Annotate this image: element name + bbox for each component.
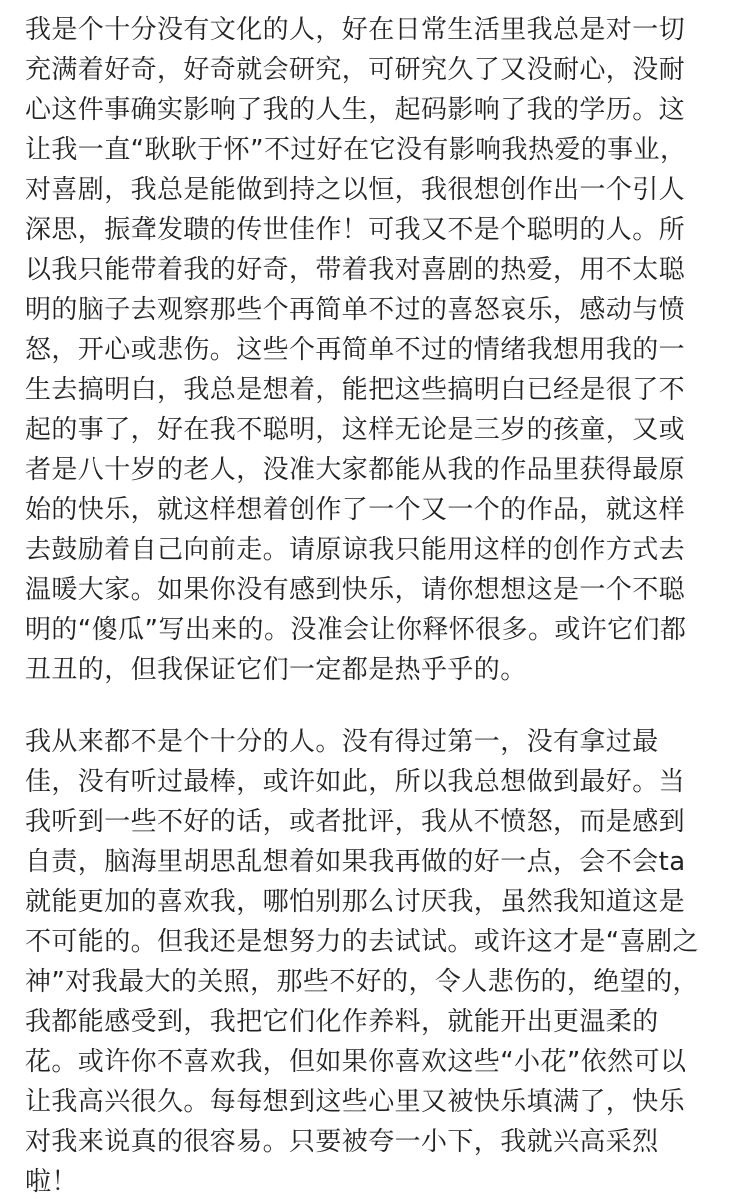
text-line: 花。或许你不喜欢我，但如果你喜欢这些“小花”依然可以 bbox=[25, 1047, 687, 1077]
text-line: 就能更加的喜欢我，哪怕别那么讨厌我，虽然我知道这是 bbox=[25, 887, 686, 917]
text-line: 去鼓励着自己向前走。请原谅我只能用这样的创作方式去 bbox=[25, 535, 686, 565]
text-line: 明的“傻瓜”写出来的。没准会让你释怀很多。或许它们都 bbox=[25, 615, 687, 645]
text-line: 让我高兴很久。每每想到这些心里又被快乐填满了，快乐 bbox=[25, 1087, 686, 1117]
paragraph bbox=[25, 10, 730, 690]
text-line: 以我只能带着我的好奇，带着我对喜剧的热爱，用不太聪 bbox=[25, 255, 686, 285]
text-line: 我都能感受到，我把它们化作养料，就能开出更温柔的 bbox=[25, 1007, 659, 1037]
text-line: 对喜剧，我总是能做到持之以恒，我很想创作出一个引人 bbox=[25, 175, 686, 205]
text-line: 自责，脑海里胡思乱想着如果我再做的好一点，会不会ta bbox=[25, 847, 686, 877]
text-line: 啦！ bbox=[25, 1167, 78, 1197]
text-line: 明的脑子去观察那些个再简单不过的喜怒哀乐，感动与愤 bbox=[25, 295, 686, 325]
paragraph bbox=[25, 722, 730, 1202]
text-line: 始的快乐，就这样想着创作了一个又一个的作品，就这样 bbox=[25, 495, 686, 525]
text-line: 我听到一些不好的话，或者批评，我从不愤怒，而是感到 bbox=[25, 807, 686, 837]
text-line: 者是八十岁的老人，没准大家都能从我的作品里获得最原 bbox=[25, 455, 686, 485]
text-line: 生去搞明白，我总是想着，能把这些搞明白已经是很了不 bbox=[25, 375, 686, 405]
text-line: 我是个十分没有文化的人，好在日常生活里我总是对一切 bbox=[25, 15, 686, 45]
text-line: 神”对我最大的关照，那些不好的，令人悲伤的，绝望的， bbox=[25, 967, 699, 997]
text-line: 心这件事确实影响了我的人生，起码影响了我的学历。这 bbox=[25, 95, 686, 125]
text-line: 丑丑的，但我保证它们一定都是热乎乎的。 bbox=[25, 655, 527, 685]
text-line: 让我一直“耿耿于怀”不过好在它没有影响我热爱的事业， bbox=[25, 135, 687, 165]
text-line: 不可能的。但我还是想努力的去试试。或许这才是“喜剧之 bbox=[25, 927, 699, 957]
text-line: 怒，开心或悲伤。这些个再简单不过的情绪我想用我的一 bbox=[25, 335, 686, 365]
text-line: 深思，振聋发聩的传世佳作！可我又不是个聪明的人。所 bbox=[25, 215, 686, 245]
text-line: 温暖大家。如果你没有感到快乐，请你想想这是一个不聪 bbox=[25, 575, 686, 605]
text-line: 起的事了，好在我不聪明，这样无论是三岁的孩童，又或 bbox=[25, 415, 686, 445]
text-line: 我从来都不是个十分的人。没有得过第一，没有拿过最 bbox=[25, 727, 659, 757]
text-line: 充满着好奇，好奇就会研究，可研究久了又没耐心，没耐 bbox=[25, 55, 686, 85]
text-line: 佳，没有听过最棒，或许如此，所以我总想做到最好。当 bbox=[25, 767, 686, 797]
text-line: 对我来说真的很容易。只要被夸一小下，我就兴高采烈 bbox=[25, 1127, 659, 1157]
